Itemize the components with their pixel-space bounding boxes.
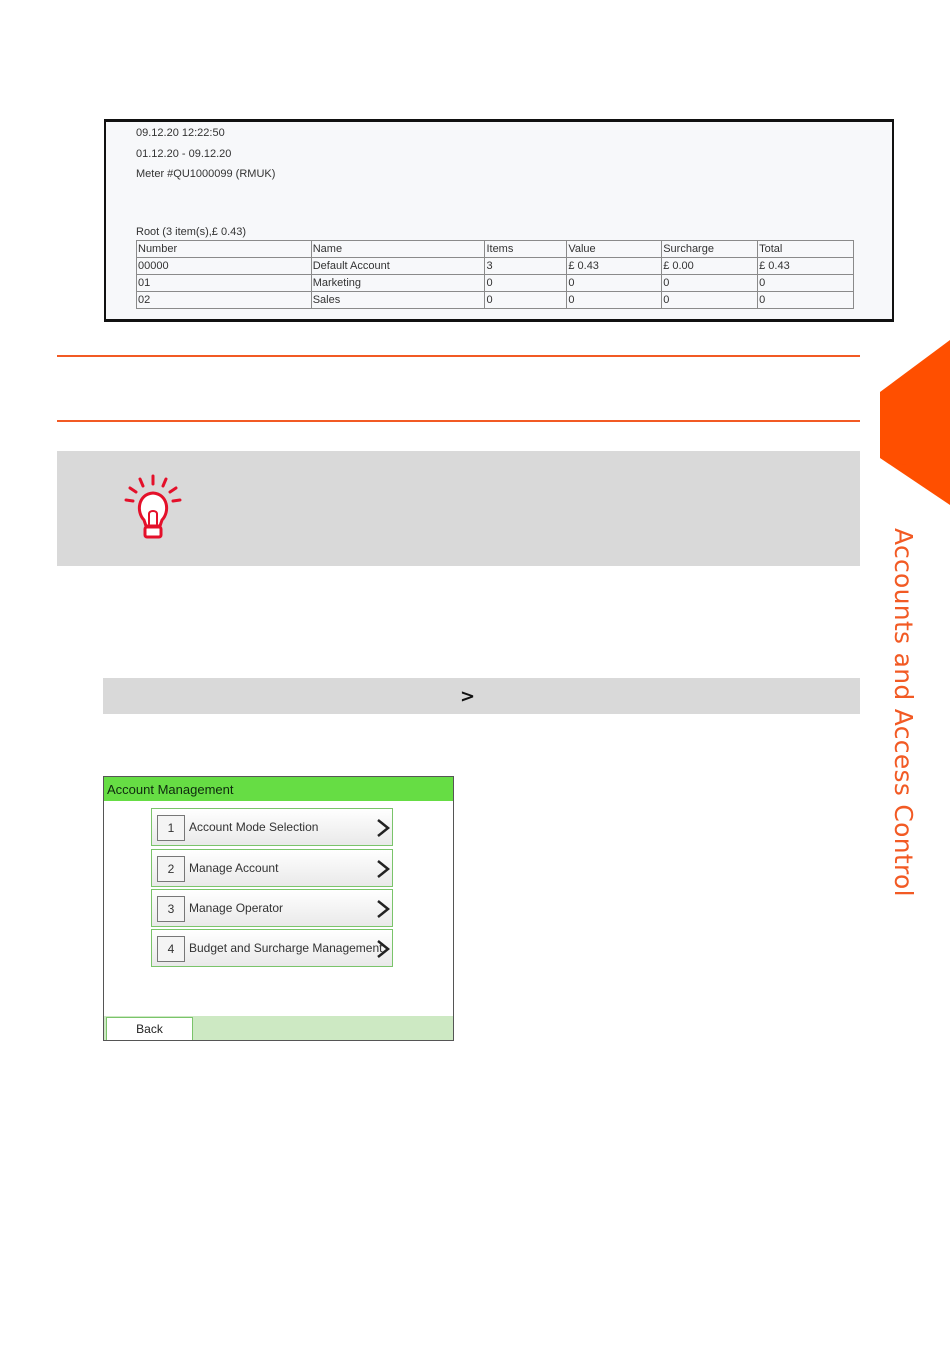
chevron-right-icon xyxy=(376,899,390,919)
menu-item-label: Budget and Surcharge Management xyxy=(189,941,383,955)
table-cell: 0 xyxy=(662,292,758,309)
report-date-range: 01.12.20 - 09.12.20 xyxy=(136,148,232,160)
table-cell: 02 xyxy=(137,292,312,309)
column-header: Value xyxy=(567,241,662,258)
report-table xyxy=(136,240,854,309)
menu-item-label: Account Mode Selection xyxy=(189,820,319,834)
menu-item-number: 2 xyxy=(157,856,185,882)
report-meter: Meter #QU1000099 (RMUK) xyxy=(136,168,276,180)
device-screen xyxy=(103,776,454,1041)
screen-title: Account Management xyxy=(104,777,453,801)
table-cell: £ 0.43 xyxy=(567,258,662,275)
path-separator: > xyxy=(460,686,476,707)
menu-item-number: 4 xyxy=(157,936,185,962)
column-header: Items xyxy=(485,241,567,258)
menu-item-label: Manage Account xyxy=(189,861,279,875)
table-cell: 0 xyxy=(662,275,758,292)
report-printout xyxy=(104,119,894,322)
chapter-title: Accounts and Access Control xyxy=(889,528,918,897)
report-root-summary: Root (3 item(s),£ 0.43) xyxy=(136,226,247,238)
chevron-right-icon xyxy=(376,939,390,959)
table-cell: 0 xyxy=(485,275,567,292)
section-rule-bottom xyxy=(57,420,860,422)
table-cell: 0 xyxy=(567,292,662,309)
lightbulb-icon xyxy=(122,474,184,542)
table-cell: £ 0.00 xyxy=(662,258,758,275)
menu-item-budget-surcharge[interactable] xyxy=(151,929,393,967)
table-row xyxy=(137,258,854,275)
menu-path-bar xyxy=(103,678,860,714)
table-row xyxy=(137,292,854,309)
menu-item-manage-account[interactable] xyxy=(151,849,393,887)
menu-item-number: 1 xyxy=(157,815,185,841)
column-header: Name xyxy=(311,241,485,258)
chevron-right-icon xyxy=(376,859,390,879)
table-cell: 0 xyxy=(758,292,854,309)
column-header: Surcharge xyxy=(662,241,758,258)
menu-item-manage-operator[interactable] xyxy=(151,889,393,927)
table-header-row xyxy=(137,241,854,258)
chevron-right-icon xyxy=(376,818,390,838)
table-cell: £ 0.43 xyxy=(758,258,854,275)
table-cell: Marketing xyxy=(311,275,485,292)
table-cell: 0 xyxy=(758,275,854,292)
section-rule-top xyxy=(57,355,860,357)
column-header: Total xyxy=(758,241,854,258)
table-cell: 0 xyxy=(485,292,567,309)
table-cell: 3 xyxy=(485,258,567,275)
table-row xyxy=(137,275,854,292)
chapter-tab-rounded xyxy=(880,380,920,465)
table-cell: Sales xyxy=(311,292,485,309)
menu-item-number: 3 xyxy=(157,896,185,922)
table-cell: Default Account xyxy=(311,258,485,275)
table-cell: 0 xyxy=(567,275,662,292)
table-cell: 01 xyxy=(137,275,312,292)
menu-item-account-mode-selection[interactable] xyxy=(151,808,393,846)
menu-item-label: Manage Operator xyxy=(189,901,284,915)
report-timestamp: 09.12.20 12:22:50 xyxy=(136,127,225,139)
table-cell: 00000 xyxy=(137,258,312,275)
column-header: Number xyxy=(137,241,312,258)
back-button[interactable]: Back xyxy=(106,1017,193,1040)
